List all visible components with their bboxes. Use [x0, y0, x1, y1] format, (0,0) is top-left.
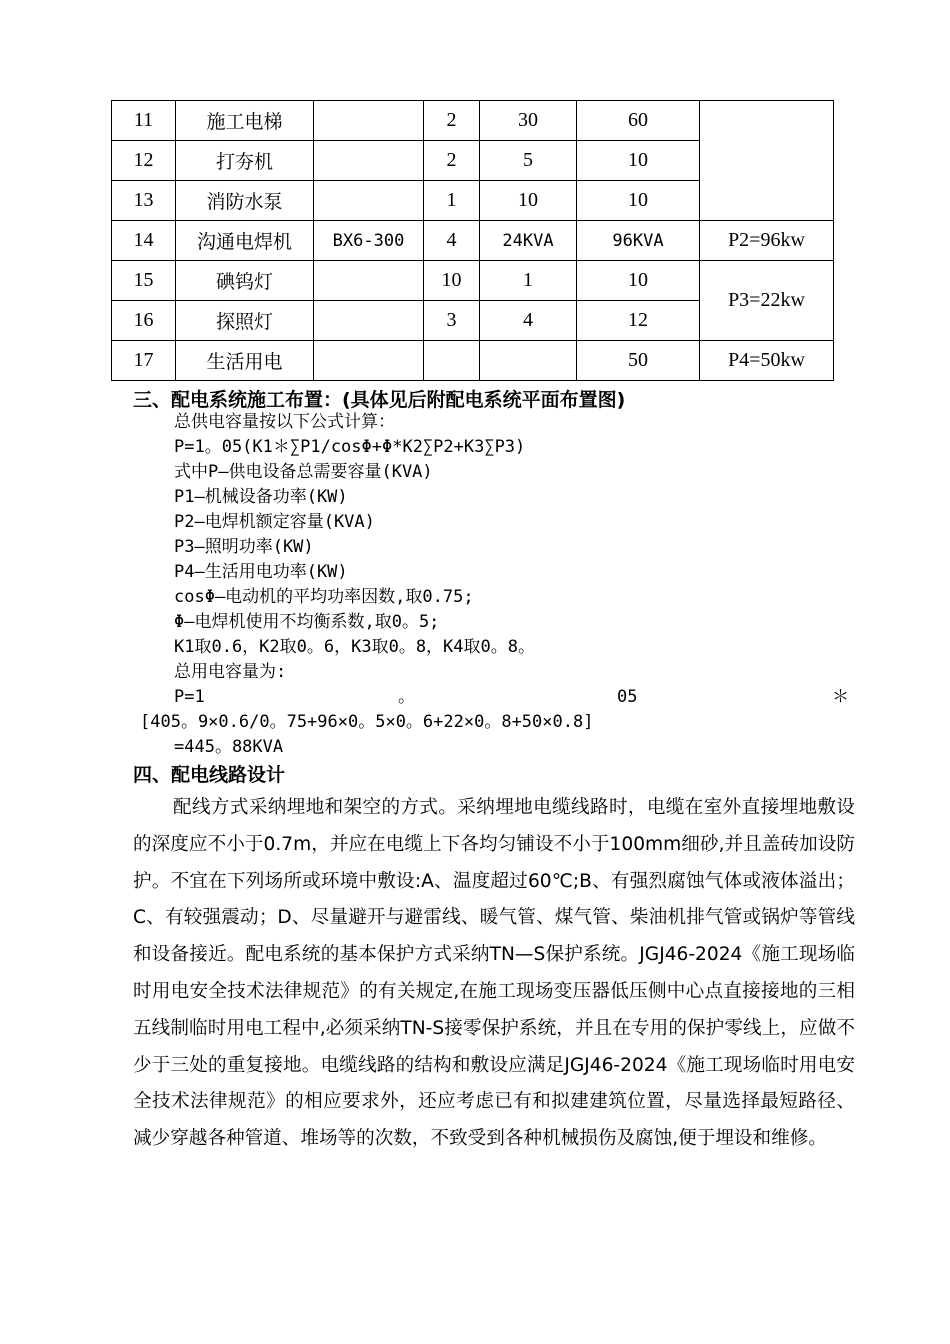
formula-line: 式中P—供电设备总需要容量(KVA) — [174, 462, 433, 482]
equipment-power-table — [111, 100, 834, 381]
cell-model — [314, 341, 424, 381]
formula-line: cosΦ—电动机的平均功率因数,取0.75; — [174, 587, 474, 607]
table-row — [112, 221, 834, 261]
cell-unit-power: 4 — [480, 301, 577, 341]
cell-qty: 3 — [424, 301, 480, 341]
calc-line-2: [405。9×0.6/0。75+96×0。5×0。6+22×0。8+50×0.8] — [140, 712, 594, 732]
cell-model — [314, 261, 424, 301]
cell-name: 探照灯 — [176, 301, 314, 341]
cell-no: 13 — [112, 181, 176, 221]
calc-part: 。 — [398, 687, 415, 707]
section-4-heading: 四、配电线路设计 — [133, 764, 286, 786]
cell-total-power: 60 — [577, 101, 700, 141]
calc-result: =445。88KVA — [174, 737, 284, 757]
cell-name: 施工电梯 — [176, 101, 314, 141]
cell-qty — [424, 341, 480, 381]
cell-name: 消防水泵 — [176, 181, 314, 221]
cell-group-p3: P3=22kw — [700, 261, 834, 341]
formula-line: P2—电焊机额定容量(KVA) — [174, 512, 375, 532]
formula-line: P4—生活用电功率(KW) — [174, 562, 348, 582]
cell-total-power: 10 — [577, 261, 700, 301]
cell-qty: 1 — [424, 181, 480, 221]
cell-qty: 2 — [424, 101, 480, 141]
cell-model — [314, 141, 424, 181]
cell-qty: 2 — [424, 141, 480, 181]
cell-total-power: 10 — [577, 181, 700, 221]
cell-model — [314, 181, 424, 221]
cell-total-power: 50 — [577, 341, 700, 381]
cell-unit-power: 24KVA — [480, 221, 577, 261]
cell-group-p2: P2=96kw — [700, 221, 834, 261]
table-row — [112, 101, 834, 141]
cell-no: 16 — [112, 301, 176, 341]
cell-no: 11 — [112, 101, 176, 141]
formula-line: P=1。05(K1＊∑P1/cosΦ+Φ*K2∑P2+K3∑P3) — [174, 437, 526, 457]
cell-model: BX6-300 — [314, 221, 424, 261]
cell-no: 12 — [112, 141, 176, 181]
cell-model — [314, 101, 424, 141]
cell-unit-power: 5 — [480, 141, 577, 181]
calc-part: P=1 — [174, 687, 205, 707]
formula-line: P1—机械设备功率(KW) — [174, 487, 348, 507]
cell-qty: 10 — [424, 261, 480, 301]
section-4-paragraph: 配线方式采纳埋地和架空的方式。采纳埋地电缆线路时，电缆在室外直接埋地敷设的深度应不小于0.7m，并应在电缆上下各均匀铺设不小于100mm细砂,并且盖砖加设防护。不宜在下列场所或环境中敷设:A、温度超过60℃;B、有强烈腐蚀气体或液体溢出；C、有较强震动；D、尽量避开与避雷线、暖气管、煤气管、柴油机排气管或锅炉等管线和设备接近。配电系统的基本保护方式采纳TN—S保护系统。JGJ46-2024《施工现场临时用电安全技术法律规范》的有关规定,在施工现场变压器低压侧中心点直接接地的三相五线制临时用电工程中,必须采纳TN-S接零保护系统，并且在专用的保护零线上，应做不少于三处的重复接地。电缆线路的结构和敷设应满足JGJ46-2024《施工现场临时用电安全技术法律规范》的相应要求外，还应考虑已有和拟建建筑位置，尽量选择最短路径、减少穿越各种管道、堆场等的次数，不致受到各种机械损伤及腐蚀,便于埋设和维修。 — [133, 797, 855, 1150]
cell-unit-power — [480, 341, 577, 381]
cell-total-power: 96KVA — [577, 221, 700, 261]
cell-name: 生活用电 — [176, 341, 314, 381]
formula-line: Φ—电焊机使用不均衡系数,取0。5; — [174, 612, 440, 632]
cell-group-p1 — [700, 101, 834, 221]
cell-unit-power: 10 — [480, 181, 577, 221]
formula-line: P3—照明功率(KW) — [174, 537, 314, 557]
table-row — [112, 261, 834, 301]
cell-name: 打夯机 — [176, 141, 314, 181]
cell-total-power: 12 — [577, 301, 700, 341]
section-3-heading: 三、配电系统施工布置：(具体见后附配电系统平面布置图) — [133, 389, 626, 411]
calc-part: ＊ — [832, 687, 849, 707]
cell-name: 碘钨灯 — [176, 261, 314, 301]
formula-line: 总用电容量为: — [174, 662, 287, 682]
cell-no: 14 — [112, 221, 176, 261]
table-row — [112, 341, 834, 381]
cell-qty: 4 — [424, 221, 480, 261]
cell-unit-power: 30 — [480, 101, 577, 141]
cell-no: 17 — [112, 341, 176, 381]
cell-model — [314, 301, 424, 341]
cell-name: 沟通电焊机 — [176, 221, 314, 261]
cell-total-power: 10 — [577, 141, 700, 181]
formula-line: K1取0.6，K2取0。6，K3取0。8，K4取0。8。 — [174, 637, 535, 657]
calc-part: 05 — [617, 687, 638, 707]
cell-no: 15 — [112, 261, 176, 301]
cell-unit-power: 1 — [480, 261, 577, 301]
formula-line: 总供电容量按以下公式计算： — [174, 412, 395, 432]
cell-group-p4: P4=50kw — [700, 341, 834, 381]
